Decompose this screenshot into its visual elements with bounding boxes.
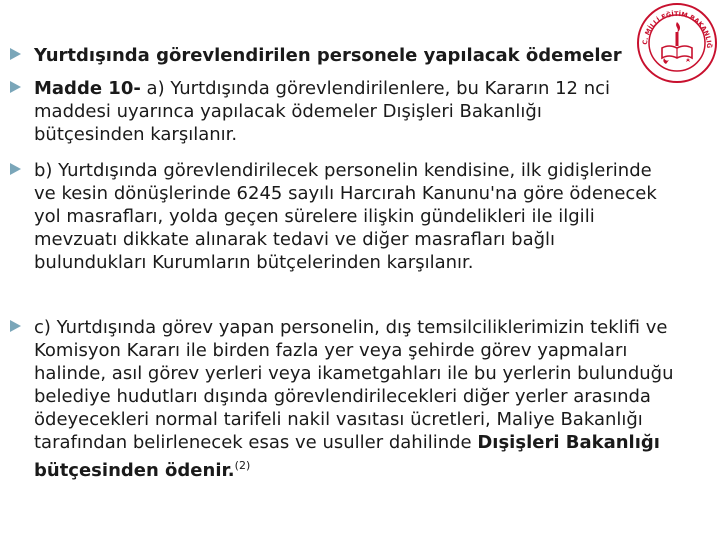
footnote-marker: (2) [234,459,251,472]
article-10-a-text: a) Yurtdışında görevlendirilenlere, bu Kararın 12 nci maddesi uyarınca yapılacak ödemeler Dışişleri Bakanlığı bütçesinden karşılanır. [34,78,611,145]
article-lead: Madde 10- [34,78,141,99]
bullet-icon [10,81,21,93]
article-10-c-text: c) Yurtdışında görev yapan personelin, dış temsilciliklerimizin teklifi ve Komisyon Kararı ile birden fazla yer veya şehirde görev yapmaları halinde, asıl görev yerleri veya ikametgahları ile bu yerlerin bulunduğu belediye hudutları dışında görevlendirilecekleri diğer yerler arasında ödeyecekleri normal tarifeli nakil vasıtası ücretleri, Maliye Bakanlığı tarafından belirlenecek esas ve usuller dahilinde [34,317,674,453]
article-10-a [34,77,634,146]
bullet-icon [10,48,21,60]
bullet-icon [10,163,21,175]
article-10-c [34,316,674,482]
ministry-logo [636,2,718,84]
article-10-b-text: b) Yurtdışında görevlendirilecek personelin kendisine, ilk gidişlerinde ve kesin dönüşlerinde 6245 sayılı Harcırah Kanunu'na göre ödenecek yol masrafları, yolda geçen sürelere ilişkin gündelikleri ile ilgili mevzuatı dikkate alınarak tedavi ve diğer masrafları bağlı bulundukları Kurumların bütçelerinden karşılanır. [34,160,657,273]
logo-text: C. MİLLİ EĞİTİM BAKANLIĞ [640,9,714,49]
article-10-c-bold: Dışişleri Bakanlığı bütçesinden ödenir. [34,432,660,481]
bullet-icon [10,320,21,332]
article-10-b [34,159,664,274]
heading-text: Yurtdışında görevlendirilen personele yapılacak ödemeler [34,45,622,66]
heading-item [34,44,634,67]
